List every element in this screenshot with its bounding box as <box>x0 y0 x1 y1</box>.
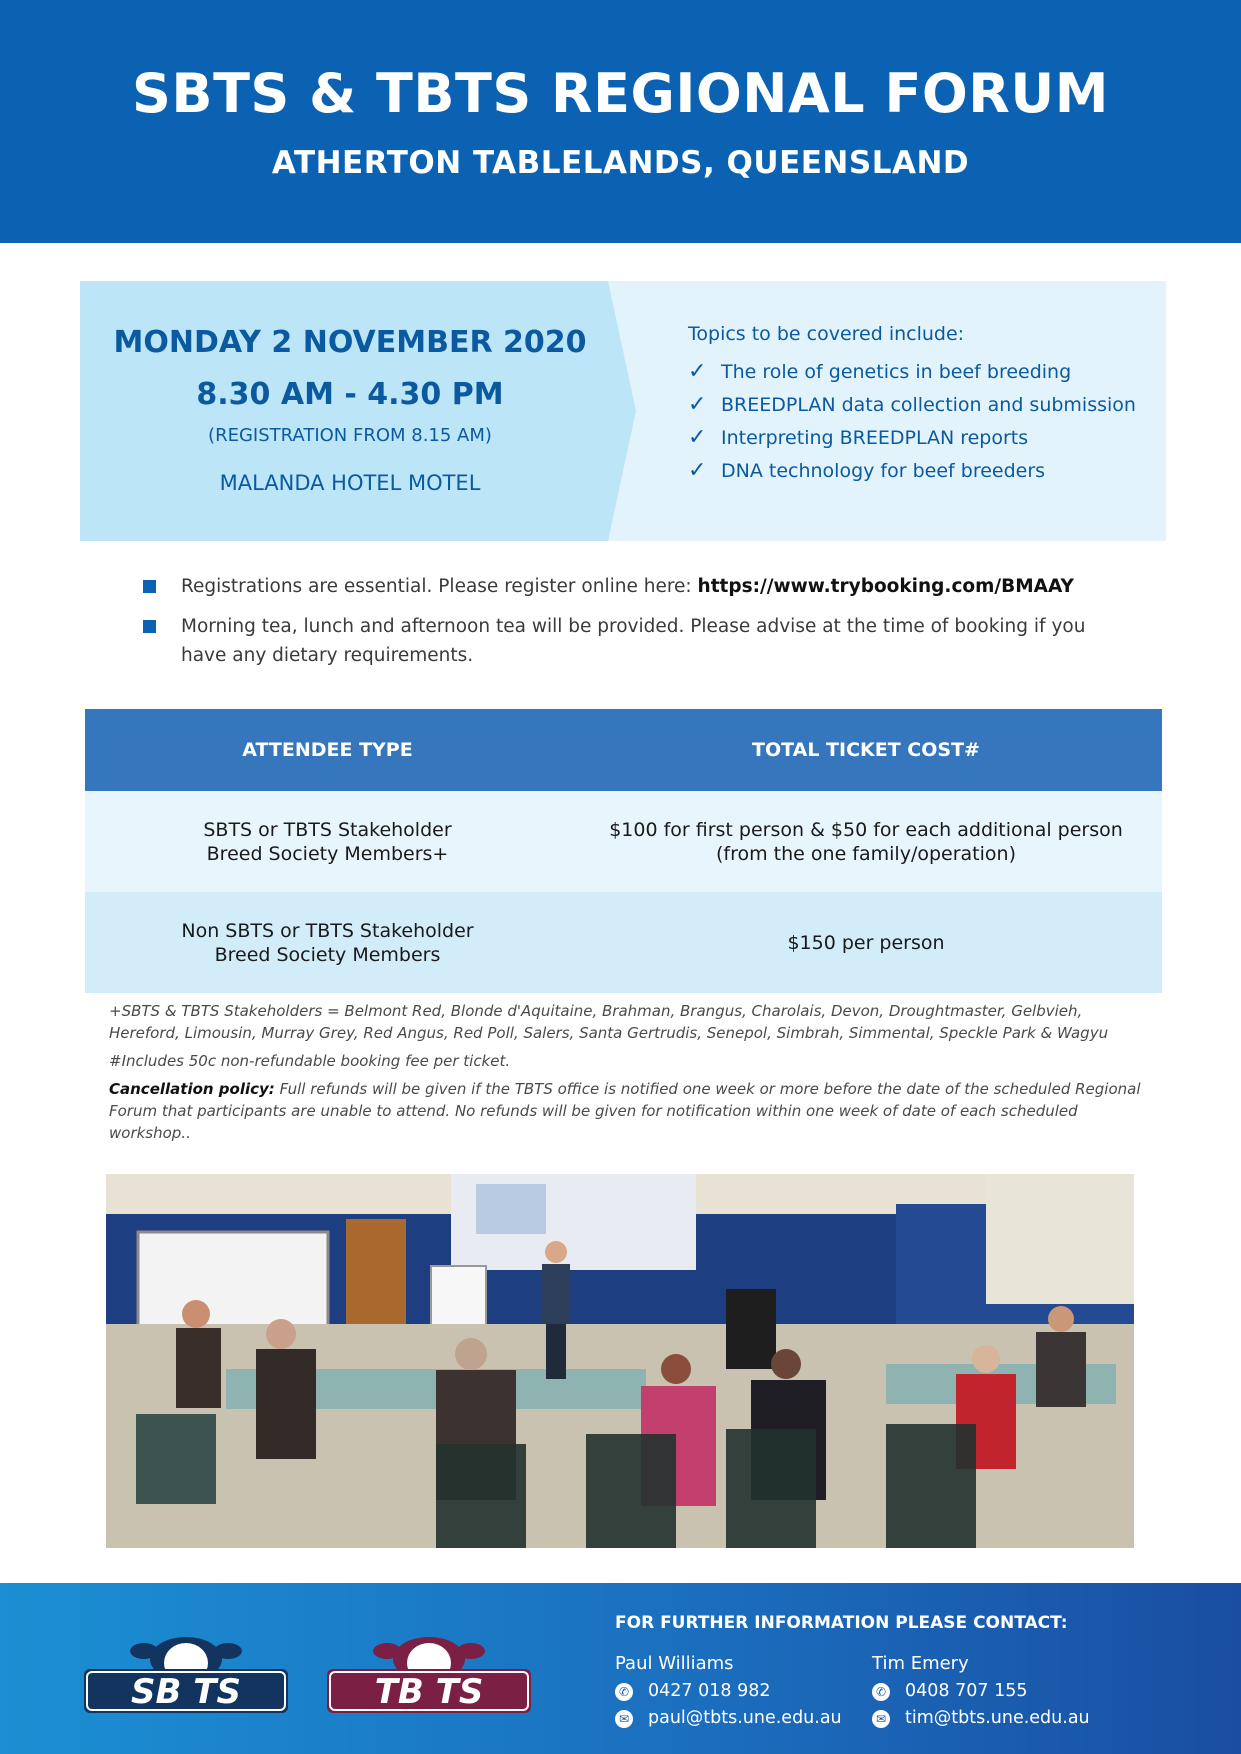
attendee-type-cell: Non SBTS or TBTS Stakeholder Breed Society Members <box>181 919 474 966</box>
column-header-attendee-type: ATTENDEE TYPE <box>242 739 413 761</box>
phone-icon: ✆ <box>615 1683 633 1701</box>
booking-fee-note: #Includes 50c non-refundable booking fee per ticket. <box>109 1052 511 1070</box>
contact-phone[interactable]: 0427 018 982 <box>648 1681 771 1701</box>
topic-item: ✓ BREEDPLAN data collection and submission <box>688 392 1136 417</box>
checkmark-icon: ✓ <box>688 359 707 384</box>
topic-item: ✓ The role of genetics in beef breeding <box>688 359 1072 384</box>
event-details-panel <box>80 281 636 541</box>
contact-phone[interactable]: 0408 707 155 <box>905 1681 1028 1701</box>
contact-card <box>615 1653 842 1735</box>
contact-email-row <box>872 1708 1090 1735</box>
ticket-table <box>85 709 1162 993</box>
tbts-logo <box>327 1633 531 1715</box>
event-venue: MALANDA HOTEL MOTEL <box>219 471 481 495</box>
header-banner <box>0 0 1241 243</box>
table-header <box>85 709 1162 791</box>
contact-email[interactable]: paul@tbts.une.edu.au <box>648 1708 842 1728</box>
contact-email[interactable]: tim@tbts.une.edu.au <box>905 1708 1090 1728</box>
event-info-band <box>80 281 1166 541</box>
registration-bullet: Registrations are essential. Please register online here: https://www.trybooking.com/BMAAY <box>140 572 1120 601</box>
tbts-logo-text: TB TS <box>374 1672 484 1712</box>
email-icon: ✉ <box>615 1710 633 1728</box>
contact-phone-row <box>872 1681 1090 1708</box>
contact-email-row <box>615 1708 842 1735</box>
info-bullets <box>140 572 1120 681</box>
checkmark-icon: ✓ <box>688 458 707 483</box>
ticket-cost-cell: $100 for first person & $50 for each additional person (from the one family/operation) <box>609 818 1123 865</box>
contact-footer <box>0 1583 1241 1754</box>
table-row <box>85 791 1162 892</box>
stakeholders-note: +SBTS & TBTS Stakeholders = Belmont Red, Blonde d'Aquitaine, Brahman, Brangus, Charolais, Devon, Droughtmaster, Gelbvieh, Hereford, Limousin, Murray Grey, Red Angus, Red Poll, Salers, Santa Gertrudis, Senepol, Simbrah, Simmental, Speckle Park & Wagyu <box>109 1002 1109 1042</box>
contact-name: Paul Williams <box>615 1653 734 1674</box>
sbts-logo <box>84 1633 288 1715</box>
workshop-photo-illustration <box>106 1174 1134 1548</box>
contact-phone-row <box>615 1681 842 1708</box>
topics-list <box>688 323 1158 493</box>
contact-card <box>872 1653 1090 1735</box>
footnotes <box>109 1000 1149 1150</box>
attendee-type-cell: SBTS or TBTS Stakeholder Breed Society Members+ <box>203 818 452 865</box>
bullet-square-icon <box>143 580 156 593</box>
checkmark-icon: ✓ <box>688 425 707 450</box>
email-icon: ✉ <box>872 1710 890 1728</box>
registration-link[interactable]: https://www.trybooking.com/BMAAY <box>697 576 1074 597</box>
page-title: SBTS & TBTS REGIONAL FORUM <box>132 62 1109 125</box>
sbts-logo-text: SB TS <box>131 1672 241 1712</box>
table-row <box>85 892 1162 993</box>
checkmark-icon: ✓ <box>688 392 707 417</box>
cancellation-policy: Cancellation policy: Full refunds will be given if the TBTS office is notified one week or more before the date of the scheduled Regional Forum that participants are unable to attend. No refunds will be given for notification within one week of date of each scheduled workshop.. <box>109 1080 1141 1142</box>
ticket-cost-cell: $150 per person <box>787 931 945 954</box>
bullet-square-icon <box>143 620 156 633</box>
event-date: MONDAY 2 NOVEMBER 2020 <box>113 325 587 360</box>
topic-item: ✓ Interpreting BREEDPLAN reports <box>688 425 1029 450</box>
contact-name: Tim Emery <box>872 1653 969 1674</box>
catering-bullet: Morning tea, lunch and afternoon tea will be provided. Please advise at the time of booking if you have any dietary requirements. <box>140 612 1120 670</box>
topic-item: ✓ DNA technology for beef breeders <box>688 458 1046 483</box>
event-registration-time: (REGISTRATION FROM 8.15 AM) <box>208 425 492 446</box>
event-time: 8.30 AM - 4.30 PM <box>196 377 504 412</box>
contact-title: FOR FURTHER INFORMATION PLEASE CONTACT: <box>615 1613 1068 1633</box>
page-subtitle: ATHERTON TABLELANDS, QUEENSLAND <box>271 145 970 181</box>
column-header-ticket-cost: TOTAL TICKET COST# <box>752 739 980 761</box>
phone-icon: ✆ <box>872 1683 890 1701</box>
topics-title: Topics to be covered include: <box>688 323 965 345</box>
workshop-photo <box>106 1174 1134 1548</box>
